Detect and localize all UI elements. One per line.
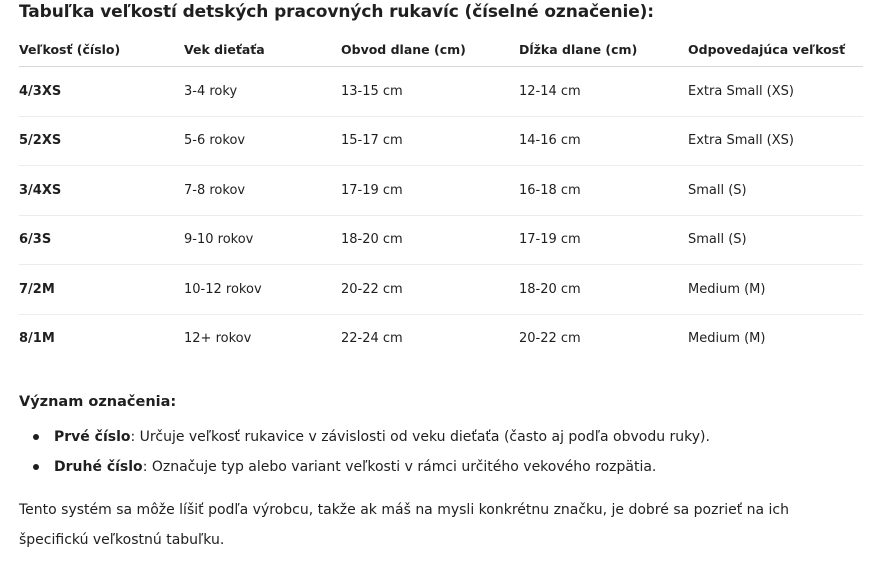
size-table	[19, 32, 863, 363]
cell-palm-circumference: 22-24 cm	[341, 331, 403, 347]
cell-size-number: 5/2XS	[19, 116, 184, 166]
header-palm-circumference: Obvod dlane (cm)	[341, 32, 519, 67]
cell-size-number: 7/2M	[19, 265, 184, 315]
list-item-text: : Určuje veľkosť rukavice v závislosti od veku dieťaťa (často aj podľa obvodu ruky).	[130, 429, 710, 445]
cell-child-age: 7-8 rokov	[184, 166, 341, 216]
table-row	[19, 314, 863, 363]
cell-child-age: 12+ rokov	[184, 331, 252, 347]
list-item-term: Prvé číslo	[54, 429, 131, 445]
cell-corresponding-size: Small (S)	[688, 215, 863, 265]
cell-palm-length: 20-22 cm	[519, 331, 581, 347]
header-child-age: Vek dieťaťa	[184, 32, 341, 67]
cell-size-number: 3/4XS	[19, 166, 184, 216]
cell-corresponding-size: Medium (M)	[688, 331, 766, 347]
cell-child-age: 10-12 rokov	[184, 265, 341, 315]
cell-child-age: 9-10 rokov	[184, 215, 341, 265]
list-item-term: Druhé číslo	[54, 459, 143, 475]
header-corresponding-size: Odpovedajúca veľkosť	[688, 32, 863, 67]
cell-palm-circumference: 17-19 cm	[341, 166, 519, 216]
cell-size-number: 4/3XS	[19, 67, 184, 117]
cell-size-number: 8/1M	[19, 331, 55, 347]
cell-palm-circumference: 20-22 cm	[341, 265, 519, 315]
list-item	[19, 426, 710, 456]
list-item	[19, 456, 710, 486]
cell-palm-length: 16-18 cm	[519, 166, 688, 216]
table-row	[19, 265, 863, 315]
cell-corresponding-size: Small (S)	[688, 166, 863, 216]
cell-corresponding-size: Extra Small (XS)	[688, 67, 863, 117]
cell-palm-length: 12-14 cm	[519, 67, 688, 117]
meaning-heading: Význam označenia:	[19, 394, 177, 410]
cell-child-age: 5-6 rokov	[184, 116, 341, 166]
cell-child-age: 3-4 roky	[184, 67, 341, 117]
meaning-list	[19, 426, 710, 486]
cell-palm-length: 17-19 cm	[519, 215, 688, 265]
header-size-number: Veľkosť (číslo)	[19, 32, 184, 67]
cell-corresponding-size: Medium (M)	[688, 265, 863, 315]
cell-palm-length: 18-20 cm	[519, 265, 688, 315]
cell-palm-circumference: 13-15 cm	[341, 67, 519, 117]
cell-palm-circumference: 15-17 cm	[341, 116, 519, 166]
cell-corresponding-size: Extra Small (XS)	[688, 116, 863, 166]
table-row	[19, 166, 863, 216]
table-row	[19, 67, 863, 117]
table-row	[19, 116, 863, 166]
header-palm-length: Dĺžka dlane (cm)	[519, 32, 688, 67]
list-item-text: : Označuje typ alebo variant veľkosti v rámci určitého vekového rozpätia.	[142, 459, 657, 475]
bullet-dot-icon	[33, 434, 39, 440]
table-header-row	[19, 32, 863, 67]
cell-palm-length: 14-16 cm	[519, 116, 688, 166]
closing-note: Tento systém sa môže líšiť podľa výrobcu, takže ak máš na mysli konkrétnu značku, je dobré sa pozrieť na ich špecifickú veľkostnú tabuľku.	[19, 502, 789, 548]
cell-size-number: 6/3S	[19, 215, 184, 265]
table-row	[19, 215, 863, 265]
bullet-dot-icon	[33, 464, 39, 470]
cell-palm-circumference: 18-20 cm	[341, 215, 519, 265]
page-title: Tabuľka veľkostí detských pracovných rukavíc (číselné označenie):	[19, 2, 655, 22]
